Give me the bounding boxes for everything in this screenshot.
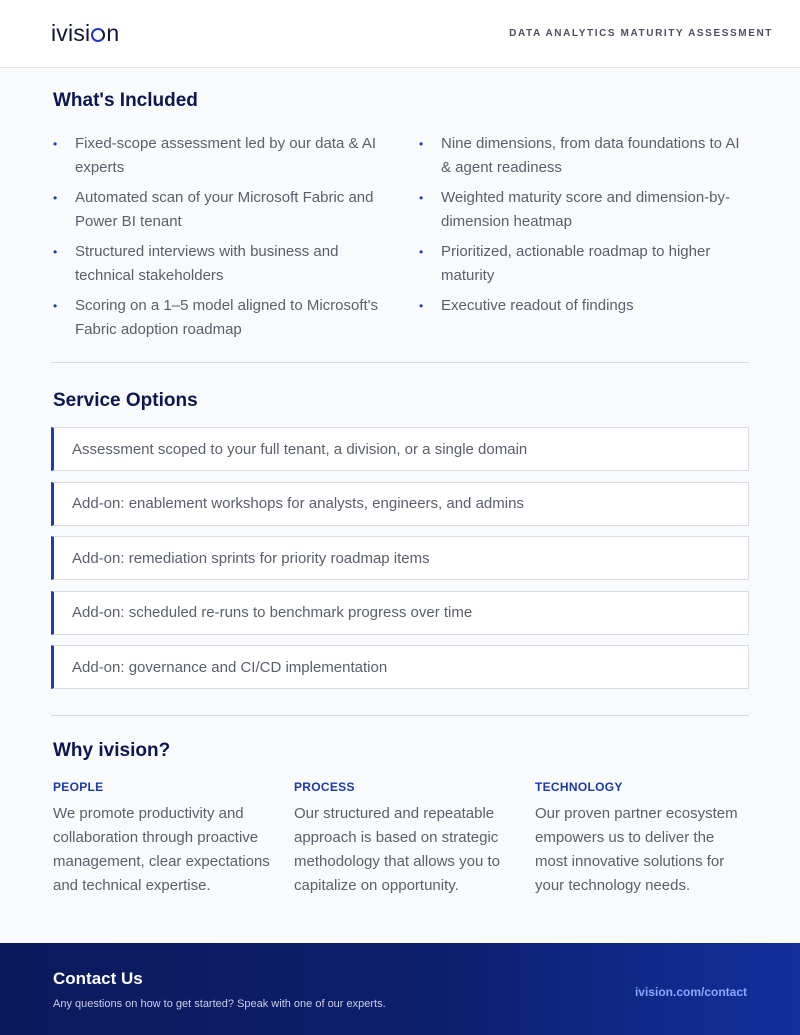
included-item-text: Scoring on a 1–5 model aligned to Microsoft's Fabric adoption roadmap — [75, 297, 379, 338]
service-option-item: Add-on: remediation sprints for priority roadmap items — [51, 536, 749, 580]
bullet-icon: • — [419, 245, 424, 259]
why-column-technology — [535, 780, 750, 898]
included-item-text: Structured interviews with business and technical stakeholders — [75, 243, 339, 284]
why-ivision-title: Why ivision? — [53, 740, 171, 761]
included-item — [419, 294, 750, 318]
logo-text-start: ivisi — [51, 20, 91, 46]
document-type-label: DATA ANALYTICS MATURITY ASSESSMENT — [509, 28, 773, 39]
logo-ring-icon — [91, 28, 105, 42]
logo-text-end: n — [106, 20, 120, 46]
why-column-people — [53, 780, 294, 898]
included-item-text: Nine dimensions, from data foundations to AI & agent readiness — [441, 135, 740, 176]
bullet-icon: • — [53, 299, 58, 313]
service-options-list — [51, 427, 749, 689]
bullet-icon: • — [53, 191, 58, 205]
included-columns — [53, 132, 750, 348]
included-list-left — [53, 132, 419, 348]
whats-included-section — [53, 90, 750, 348]
included-item-text: Prioritized, actionable roadmap to higher maturity — [441, 243, 711, 284]
why-text: We promote productivity and collaboration through proactive management, clear expectations and technical expertise. — [53, 805, 270, 894]
why-heading: TECHNOLOGY — [535, 780, 623, 794]
why-heading: PEOPLE — [53, 780, 104, 794]
service-option-item: Add-on: enablement workshops for analysts, engineers, and admins — [51, 482, 749, 526]
service-option-item: Add-on: scheduled re-runs to benchmark progress over time — [51, 591, 749, 635]
included-item — [53, 240, 419, 288]
why-columns — [53, 780, 750, 898]
bullet-icon: • — [53, 245, 58, 259]
included-item-text: Executive readout of findings — [441, 297, 634, 314]
service-option-item: Assessment scoped to your full tenant, a division, or a single domain — [51, 427, 749, 471]
ivision-logo — [51, 20, 119, 47]
why-column-process — [294, 780, 535, 898]
included-item — [419, 240, 750, 288]
service-options-section — [51, 390, 749, 700]
contact-link[interactable]: ivision.com/contact — [634, 985, 747, 999]
why-text: Our structured and repeatable approach is based on strategic methodology that allows you to capitalize on opportunity. — [294, 805, 500, 894]
why-text: Our proven partner ecosystem empowers us to deliver the most innovative solutions for your technology needs. — [535, 805, 738, 894]
included-item — [419, 132, 750, 180]
included-item — [53, 132, 419, 180]
included-list-right — [419, 132, 750, 348]
contact-footer — [0, 943, 800, 1035]
included-item-text: Fixed-scope assessment led by our data & AI experts — [75, 135, 376, 176]
bullet-icon: • — [53, 137, 58, 151]
included-item — [53, 186, 419, 234]
included-item-text: Automated scan of your Microsoft Fabric and Power BI tenant — [75, 189, 374, 230]
included-item — [53, 294, 419, 342]
included-item — [419, 186, 750, 234]
why-ivision-section — [53, 740, 750, 898]
contact-subtitle: Any questions on how to get started? Speak with one of our experts. — [53, 998, 386, 1010]
bullet-icon: • — [419, 137, 424, 151]
section-divider — [51, 715, 749, 716]
bullet-icon: • — [419, 191, 424, 205]
service-option-item: Add-on: governance and CI/CD implementation — [51, 645, 749, 689]
included-item-text: Weighted maturity score and dimension-by-dimension heatmap — [441, 189, 731, 230]
service-options-title: Service Options — [53, 390, 198, 411]
why-heading: PROCESS — [294, 780, 355, 794]
section-divider — [51, 362, 749, 363]
bullet-icon: • — [419, 299, 424, 313]
contact-title: Contact Us — [53, 969, 143, 988]
page-header — [0, 0, 800, 68]
whats-included-title: What's Included — [53, 90, 198, 111]
